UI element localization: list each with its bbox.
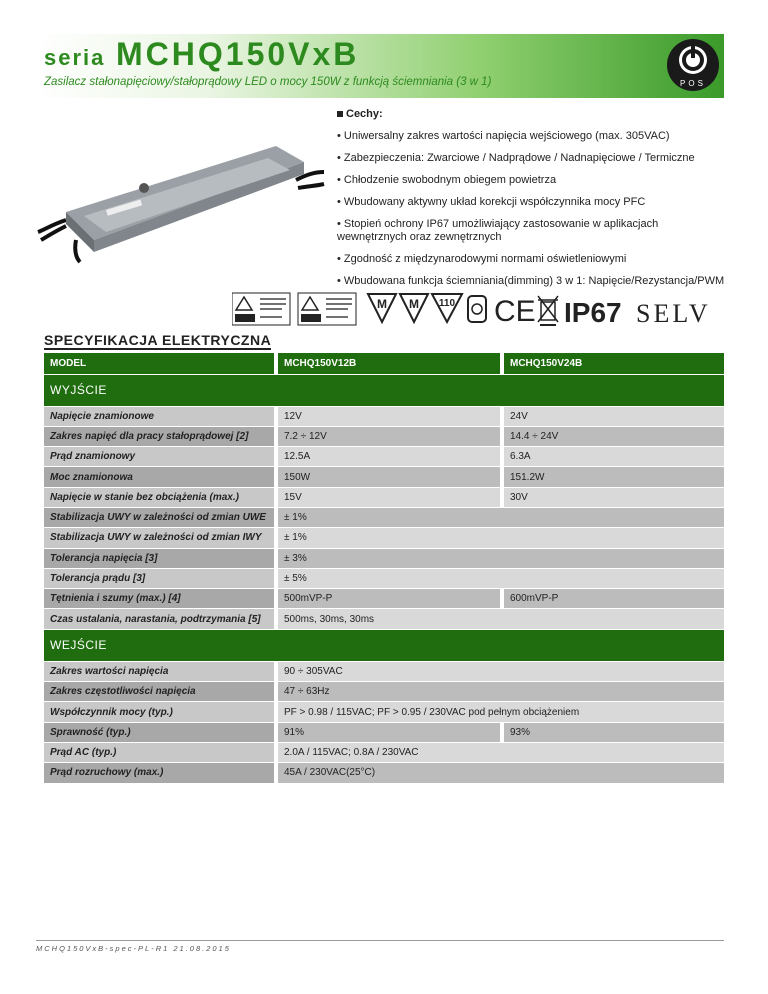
feature-item: • Wbudowana funkcja ściemniania(dimming) 3 w 1: Napięcie/Rezystancja/PWM bbox=[337, 275, 725, 287]
row-label: Zakres napięć dla pracy stałoprądowej [2] bbox=[44, 426, 276, 446]
table-row bbox=[44, 661, 724, 681]
row-value: 12.5A bbox=[276, 447, 502, 467]
feature-item: • Uniwersalny zakres wartości napięcia wejściowego (max. 305VAC) bbox=[337, 130, 670, 142]
row-value: 90 ÷ 305VAC bbox=[276, 661, 724, 681]
table-row bbox=[44, 426, 724, 446]
table-row bbox=[44, 487, 724, 507]
row-value: 150W bbox=[276, 467, 502, 487]
row-value: 30V bbox=[502, 487, 724, 507]
tuv-mark-icon bbox=[298, 293, 356, 325]
section-row-output bbox=[44, 374, 724, 406]
row-value: 47 ÷ 63Hz bbox=[276, 682, 724, 702]
table-row bbox=[44, 528, 724, 548]
m-mark-icon bbox=[368, 294, 396, 322]
mm-mark-icon bbox=[400, 294, 428, 322]
row-label: Prąd AC (typ.) bbox=[44, 742, 276, 762]
table-row bbox=[44, 507, 724, 527]
row-label: Napięcie w stanie bez obciążenia (max.) bbox=[44, 487, 276, 507]
table-row bbox=[44, 763, 724, 783]
row-label: Czas ustalania, narastania, podtrzymania [5] bbox=[44, 609, 276, 629]
row-value: 14.4 ÷ 24V bbox=[502, 426, 724, 446]
pos-logo-icon bbox=[666, 38, 720, 92]
row-value: ± 1% bbox=[276, 528, 724, 548]
row-label: Prąd znamionowy bbox=[44, 447, 276, 467]
header-cell: MCHQ150V24B bbox=[502, 353, 724, 374]
row-value: 24V bbox=[502, 406, 724, 426]
feature-item: • Wbudowany aktywny układ korekcji współczynnika mocy PFC bbox=[337, 196, 646, 208]
product-photo bbox=[36, 140, 326, 280]
table-row bbox=[44, 568, 724, 588]
table-row bbox=[44, 609, 724, 629]
table-row bbox=[44, 702, 724, 722]
row-label: Zakres częstotliwości napięcia bbox=[44, 682, 276, 702]
feature-item: • Zgodność z międzynarodowymi normami oświetleniowymi bbox=[337, 253, 627, 265]
row-value: 500mVP-P bbox=[276, 589, 502, 609]
header-cell: MCHQ150V12B bbox=[276, 353, 502, 374]
features-list bbox=[337, 108, 727, 297]
table-row bbox=[44, 447, 724, 467]
row-value: 12V bbox=[276, 406, 502, 426]
row-value: ± 5% bbox=[276, 568, 724, 588]
thermal-mark-icon bbox=[468, 296, 486, 322]
row-value: 45A / 230VAC(25°C) bbox=[276, 763, 724, 783]
table-row bbox=[44, 682, 724, 702]
svg-text:M: M bbox=[377, 297, 387, 311]
feature-item: • Zabezpieczenia: Zwarciowe / Nadprądowe / Nadnapięciowe / Termiczne bbox=[337, 152, 695, 164]
row-label: Tętnienia i szumy (max.) [4] bbox=[44, 589, 276, 609]
row-value: 500ms, 30ms, 30ms bbox=[276, 609, 724, 629]
series-prefix: seria bbox=[44, 45, 106, 70]
row-label: Zakres wartości napięcia bbox=[44, 661, 276, 681]
row-label: Współczynnik mocy (typ.) bbox=[44, 702, 276, 722]
row-value: 6.3A bbox=[502, 447, 724, 467]
table-row bbox=[44, 589, 724, 609]
row-label: Tolerancja prądu [3] bbox=[44, 568, 276, 588]
row-value: 15V bbox=[276, 487, 502, 507]
bullet-square-icon bbox=[337, 111, 343, 117]
header-cell: MODEL bbox=[44, 353, 276, 374]
footer-doc-id: MCHQ150VxB-spec-PL-R1 21.08.2015 bbox=[36, 944, 231, 953]
row-label: Tolerancja napięcia [3] bbox=[44, 548, 276, 568]
row-value: 600mVP-P bbox=[502, 589, 724, 609]
logo-text: POS bbox=[680, 79, 706, 88]
section-row-input bbox=[44, 629, 724, 661]
row-label: Moc znamionowa bbox=[44, 467, 276, 487]
ce-mark: CE bbox=[494, 295, 536, 326]
features-title: Cechy: bbox=[337, 108, 727, 120]
feature-item: • Chłodzenie swobodnym obiegem powietrza bbox=[337, 174, 557, 186]
table-row bbox=[44, 406, 724, 426]
row-value: 2.0A / 115VAC; 0.8A / 230VAC bbox=[276, 742, 724, 762]
table-header-row bbox=[44, 353, 724, 374]
row-value: ± 1% bbox=[276, 507, 724, 527]
row-label: Stabilizacja UWY w zależności od zmian UWE bbox=[44, 507, 276, 527]
subtitle: Zasilacz stałonapięciowy/stałoprądowy LED o mocy 150W z funkcją ściemniania (3 w 1) bbox=[44, 76, 492, 88]
table-row bbox=[44, 548, 724, 568]
row-value: PF > 0.98 / 115VAC; PF > 0.95 / 230VAC pod pełnym obciążeniem bbox=[276, 702, 724, 722]
table-row bbox=[44, 722, 724, 742]
ip67-mark: IP67 bbox=[564, 297, 622, 326]
row-value: 151.2W bbox=[502, 467, 724, 487]
footer-divider bbox=[36, 940, 724, 941]
section-label: WYJŚCIE bbox=[44, 374, 724, 406]
row-value: 91% bbox=[276, 722, 502, 742]
title-banner bbox=[36, 34, 724, 98]
spec-table bbox=[44, 353, 724, 784]
row-label: Stabilizacja UWY w zależności od zmian IWY bbox=[44, 528, 276, 548]
svg-text:110: 110 bbox=[438, 298, 456, 309]
certification-marks bbox=[232, 292, 724, 326]
row-value: ± 3% bbox=[276, 548, 724, 568]
feature-item: • Stopień ochrony IP67 umożliwiający zastosowanie w aplikacjach wewnętrznych oraz zewnętrznych bbox=[337, 218, 659, 243]
series-name: MCHQ150VxB bbox=[116, 36, 360, 72]
section-title: SPECYFIKACJA ELEKTRYCZNA bbox=[44, 332, 272, 348]
row-label: Napięcie znamionowe bbox=[44, 406, 276, 426]
weee-bin-icon bbox=[538, 296, 558, 326]
table-row bbox=[44, 742, 724, 762]
selv-mark: SELV bbox=[636, 299, 711, 326]
table-row bbox=[44, 467, 724, 487]
row-label: Sprawność (typ.) bbox=[44, 722, 276, 742]
tuv-mark-icon bbox=[232, 293, 290, 325]
section-label: WEJŚCIE bbox=[44, 629, 724, 661]
row-value: 93% bbox=[502, 722, 724, 742]
row-label: Prąd rozruchowy (max.) bbox=[44, 763, 276, 783]
svg-text:M: M bbox=[409, 297, 419, 311]
row-value: 7.2 ÷ 12V bbox=[276, 426, 502, 446]
temperature-mark-icon bbox=[432, 294, 462, 322]
